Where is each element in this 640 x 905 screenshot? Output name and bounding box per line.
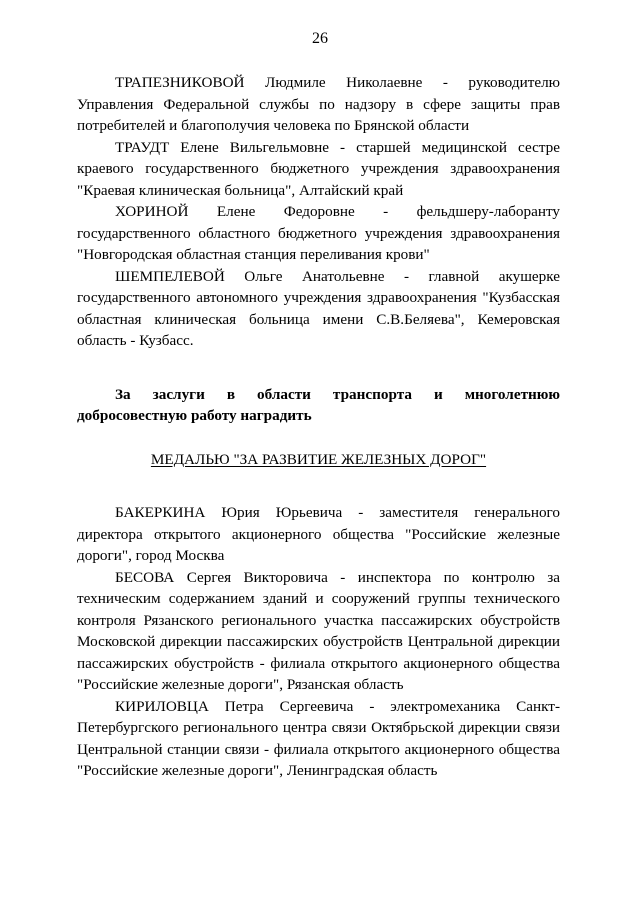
recipient-details: Юрия Юрьевича - заместителя генерального директора открытого акционерного общества "Российские железные дороги", город Москва [77,504,560,564]
award-entry [77,72,560,137]
recipient-surname: ТРАУДТ [115,138,170,156]
page-number: 26 [312,30,328,47]
recipient-details: Ольге Анатольевне - главной акушерке государственного автономного учреждения здравоохранения "Кузбасская областная клиническая больница имени С.В.Беляева", Кемеровская область - Кузбасс. [77,267,560,349]
recipient-surname: ШЕМПЕЛЕВОЙ [115,267,225,285]
award-entry [77,266,560,352]
recipient-surname: ТРАПЕЗНИКОВОЙ [115,74,245,91]
recipient-surname: КИРИЛОВЦА [115,697,209,715]
recipient-details: Людмиле Николаевне - руководителю Управления Федеральной службы по надзору в сфере защиты прав потребителей и благополучия человека по Брянской области [77,74,560,134]
award-entry [77,502,560,567]
recipient-surname: БАКЕРКИНА [115,504,206,521]
award-entry [77,201,560,266]
award-entry [77,137,560,202]
award-title: МЕДАЛЬЮ "ЗА РАЗВИТИЕ ЖЕЛЕЗНЫХ ДОРОГ" [150,450,487,468]
award-reason-heading: За заслуги в области транспорта и многолетнюю добросовестную работу наградить [77,385,560,424]
document-body [77,72,560,782]
recipient-surname: ХОРИНОЙ [115,203,189,220]
recipient-surname: БЕСОВА [115,568,175,586]
recipient-details: Сергея Викторовича - инспектора по контролю за техническим содержанием зданий и сооружений группы технического контроля Рязанского регионального участка пассажирских обустройств Московской дирекции пассажирских обустройств Центральной дирекции пассажирских обустройств - филиала открытого акционерного общества "Российские железные дороги", Рязанская область [77,568,561,693]
recipient-details: Елене Федоровне - фельдшеру-лаборанту государственного областного бюджетного учреждения здравоохранения "Новгородская областная станция переливания крови" [77,203,560,263]
award-entry [77,567,560,696]
award-entry [77,696,560,782]
recipient-details: Петра Сергеевича - электромеханика Санкт-Петербургского регионального центра связи Октябрьской дирекции связи Центральной станции связи - филиала открытого акционерного общества "Российские железные дороги", Ленинградская область [77,697,560,779]
recipient-details: Елене Вильгельмовне - старшей медицинской сестре краевого государственного бюджетного учреждения здравоохранения "Краевая клиническая больница", Алтайский край [77,138,561,199]
